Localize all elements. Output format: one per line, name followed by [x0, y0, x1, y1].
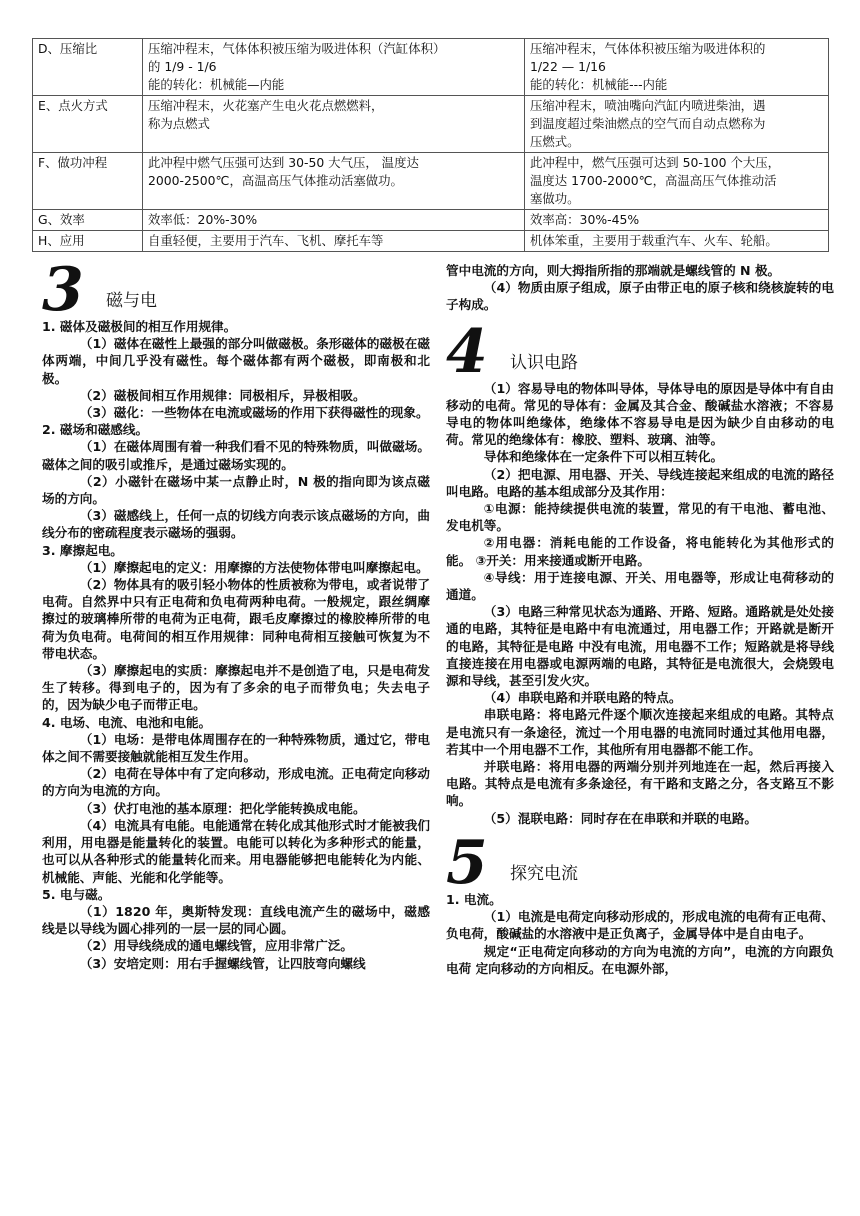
right-column: [446, 262, 834, 977]
paragraph: （4）电流具有电能。电能通常在转化成其他形式时才能被我们利用，用电器是能量转化的装置。电能可以转化为多种形式的能量，也可以从各种形式的能量转化而来。用电器能够把电能转化为内能、机械能、声能、光能和化学能等。: [42, 817, 430, 885]
paragraph: （1）容易导电的物体叫导体，导体导电的原因是导体中有自由移动的电荷。常见的导体有：金属及其合金、酸碱盐水溶液；不容易导电的物体叫绝缘体，绝缘体不容易导电是因为缺少自由移动的电荷。常见的绝缘体有：橡胶、塑料、玻璃、油等。: [446, 380, 834, 448]
numbered-heading: 4. 电场、电流、电池和电能。: [42, 714, 212, 730]
comparison-table-body: [33, 39, 829, 252]
cell-line: 温度达 1700-2000℃，高温高压气体推动活: [530, 173, 777, 188]
cell-line: 此冲程中，燃气压强可达到 50-100 个大压，: [530, 155, 781, 170]
row-label: G、效率: [33, 210, 143, 231]
cell-line: 机体笨重，主要用于载重汽车、火车、轮船。: [530, 233, 778, 248]
table-row: [33, 210, 829, 231]
paragraph: （1）摩擦起电的定义：用摩擦的方法使物体带电叫摩擦起电。: [79, 559, 429, 575]
section-3-heading: [42, 255, 430, 325]
row-label: F、做功冲程: [33, 153, 143, 210]
diesel-engine-cell: [525, 210, 829, 231]
gasoline-engine-cell: [143, 39, 525, 96]
paragraph: （1）电场：是带电体周围存在的一种特殊物质，通过它，带电体之间不需要接触就能相互发生作用。: [42, 731, 430, 765]
comparison-table: [32, 38, 829, 252]
paragraph: 管中电流的方向，则大拇指所指的那端就是螺线管的 N 极。: [446, 263, 781, 278]
gasoline-engine-cell: [143, 96, 525, 153]
paragraph: （2）用导线绕成的通电螺线管，应用非常广泛。: [79, 938, 354, 954]
cell-line: 能的转化：机械能—内能: [148, 77, 285, 92]
paragraph: ④导线：用于连接电源、开关、用电器等，形成让电荷移动的通道。: [446, 569, 834, 603]
diesel-engine-cell: [525, 231, 829, 252]
section-title: 探究电流: [510, 863, 578, 884]
section-number: 4: [446, 316, 488, 387]
paragraph: （3）电路三种常见状态为通路、开路、短路。通路就是处处接通的电路，其特征是电路中有电流通过，用电器工作；开路就是断开的电路，其特征是电路 中没有电流，用电器不工作；短路就是将导线直接连接在用电器或电源两端的电路，其特征是电流很大，会烧毁电源和导线，甚至引发火灾。: [446, 604, 834, 689]
numbered-heading: 5. 电与磁。: [42, 886, 111, 902]
paragraph: 导体和绝缘体在一定条件下可以相互转化。: [483, 449, 724, 465]
paragraph: （3）安培定则：用右手握螺线管，让四肢弯向螺线: [79, 955, 366, 971]
paragraph: （2）电荷在导体中有了定向移动，形成电流。正电荷定向移动的方向为电流的方向。: [42, 766, 430, 799]
cell-line: 压缩冲程末，气体体积被压缩为吸进体积的: [530, 41, 766, 56]
paragraph: （3）磁化：一些物体在电流或磁场的作用下获得磁性的现象。: [79, 405, 429, 421]
section-number: 3: [42, 255, 84, 325]
paragraph: 并联电路：将用电器的两端分别并列地连在一起，然后再接入电路。其特点是电流有多条途径，有干路和支路之分，各支路互不影响。: [446, 759, 834, 809]
row-label: E、点火方式: [33, 96, 143, 153]
paragraph: ②用电器：消耗电能的工作设备，将电能转化为其他形式的能。 ③开关：用来接通或断开电路。: [446, 535, 834, 568]
cell-line: 称为点燃式: [148, 116, 210, 131]
paragraph: （1）电流是电荷定向移动形成的，形成电流的电荷有正电荷、负电荷，酸碱盐的水溶液中是正负离子，金属导体中是自由电子。: [446, 909, 834, 942]
row-label: D、压缩比: [33, 39, 143, 96]
section-title: 认识电路: [510, 352, 578, 373]
cell-line: 到温度超过柴油燃点的空气而自动点燃称为: [530, 116, 766, 131]
paragraph: （3）磁感线上，任何一点的切线方向表示该点磁场的方向，曲线分布的密疏程度表示磁场的强弱。: [42, 508, 430, 541]
paragraph: ①电源：能持续提供电流的装置，常见的有干电池、蓄电池、发电机等。: [446, 501, 834, 534]
paragraph: （2）磁极间相互作用规律：同极相斥，异极相吸。: [79, 387, 366, 403]
table-row: [33, 231, 829, 252]
section-title: 磁与电: [106, 291, 157, 311]
cell-line: 压缩冲程末，气体体积被压缩为吸进体积（汽缸体积）: [148, 41, 446, 56]
gasoline-engine-cell: [143, 153, 525, 210]
diesel-engine-cell: [525, 153, 829, 210]
gasoline-engine-cell: [143, 231, 525, 252]
section-4-heading: [446, 316, 834, 387]
paragraph: 串联电路：将电路元件逐个顺次连接起来组成的电路。其特点是电流只有一条途径，流过一个用电器的电流同时通过其他用电器，若其中一个用电器不工作，其他所有用电器都不能工作。: [446, 707, 834, 757]
numbered-heading: 2. 磁场和磁感线。: [42, 422, 149, 438]
cell-line: 效率高：30%-45%: [530, 212, 640, 227]
cell-line: 自重轻便，主要用于汽车、飞机、摩托车等: [148, 233, 384, 248]
table-row: [33, 153, 829, 210]
section-5-body: [446, 891, 834, 977]
table-row: [33, 96, 829, 153]
gasoline-engine-cell: [143, 210, 525, 231]
table-row: [33, 39, 829, 96]
section-5-heading: [446, 827, 834, 898]
paragraph: （4）物质由原子组成，原子由带正电的原子核和绕核旋转的电子构成。: [446, 280, 834, 313]
paragraph: （2）把电源、用电器、开关、导线连接起来组成的电流的路径叫电路。电路的基本组成部分及其作用：: [446, 466, 834, 499]
diesel-engine-cell: [525, 96, 829, 153]
diesel-engine-cell: [525, 39, 829, 96]
cell-line: 2000-2500℃，高温高压气体推动活塞做功。: [148, 173, 403, 188]
section-number: 5: [446, 827, 488, 898]
cell-line: 压燃式。: [530, 134, 580, 149]
numbered-heading: 1. 磁体及磁极间的相互作用规律。: [42, 319, 237, 334]
cell-line: 压缩冲程末，喷油嘴向汽缸内喷进柴油，遇: [530, 98, 766, 113]
paragraph: 规定“正电荷定向移动的方向为电流的方向”，电流的方向跟负电荷 定向移动的方向相反。在电源外部，: [446, 943, 834, 976]
cell-line: 压缩冲程末，火花塞产生电火花点燃燃料，: [148, 98, 384, 113]
paragraph: （3）伏打电池的基本原理：把化学能转换成电能。: [79, 800, 366, 816]
left-column: [42, 255, 430, 972]
cell-line: 塞做功。: [530, 191, 580, 206]
section-3-body: [42, 318, 430, 972]
cell-line: 的 1/9 - 1/6: [148, 59, 217, 74]
paragraph: （2）小磁针在磁场中某一点静止时，N 极的指向即为该点磁场的方向。: [42, 473, 430, 507]
section-4-body: [446, 380, 834, 827]
paragraph: （1）在磁体周围有着一种我们看不见的特殊物质，叫做磁场。磁体之间的吸引或推斥，是通过磁场实现的。: [42, 439, 430, 472]
paragraph: （4）串联电路和并联电路的特点。: [483, 690, 682, 706]
cell-line: 能的转化：机械能---内能: [530, 77, 668, 92]
cell-line: 此冲程中燃气压强可达到 30-50 大气压， 温度达: [148, 155, 419, 170]
paragraph: （1）1820 年，奥斯特发现：直线电流产生的磁场中，磁感线是以导线为圆心排列的一层一层的同心圆。: [42, 903, 430, 937]
paragraph: （2）物体具有的吸引轻小物体的性质被称为带电，或者说带了电荷。自然界中只有正电荷和负电荷两种电荷。一般规定，跟丝绸摩擦过的玻璃棒所带的电荷为正电荷，跟毛皮摩擦过的橡胶棒所带的电荷为负电荷。电荷间的相互作用规律：同种电荷相互接触可恢复为不带电状态。: [42, 577, 430, 661]
cell-line: 效率低：20%-30%: [148, 212, 258, 227]
section-3-continued: [446, 262, 834, 314]
numbered-heading: 3. 摩擦起电。: [42, 542, 123, 558]
paragraph: （3）摩擦起电的实质：摩擦起电并不是创造了电，只是电荷发生了转移。得到电子的，因为有了多余的电子而带负电；失去电子的，因为缺少电子而带正电。: [42, 663, 430, 713]
numbered-heading: 1. 电流。: [446, 891, 502, 907]
cell-line: 1/22 — 1/16: [530, 59, 606, 74]
paragraph: （5）混联电路：同时存在在串联和并联的电路。: [483, 810, 758, 826]
row-label: H、应用: [33, 231, 143, 252]
paragraph: （1）磁体在磁性上最强的部分叫做磁极。条形磁体的磁极在磁体两端，中间几乎没有磁性。每个磁体都有两个磁极，即南极和北极。: [42, 336, 430, 386]
